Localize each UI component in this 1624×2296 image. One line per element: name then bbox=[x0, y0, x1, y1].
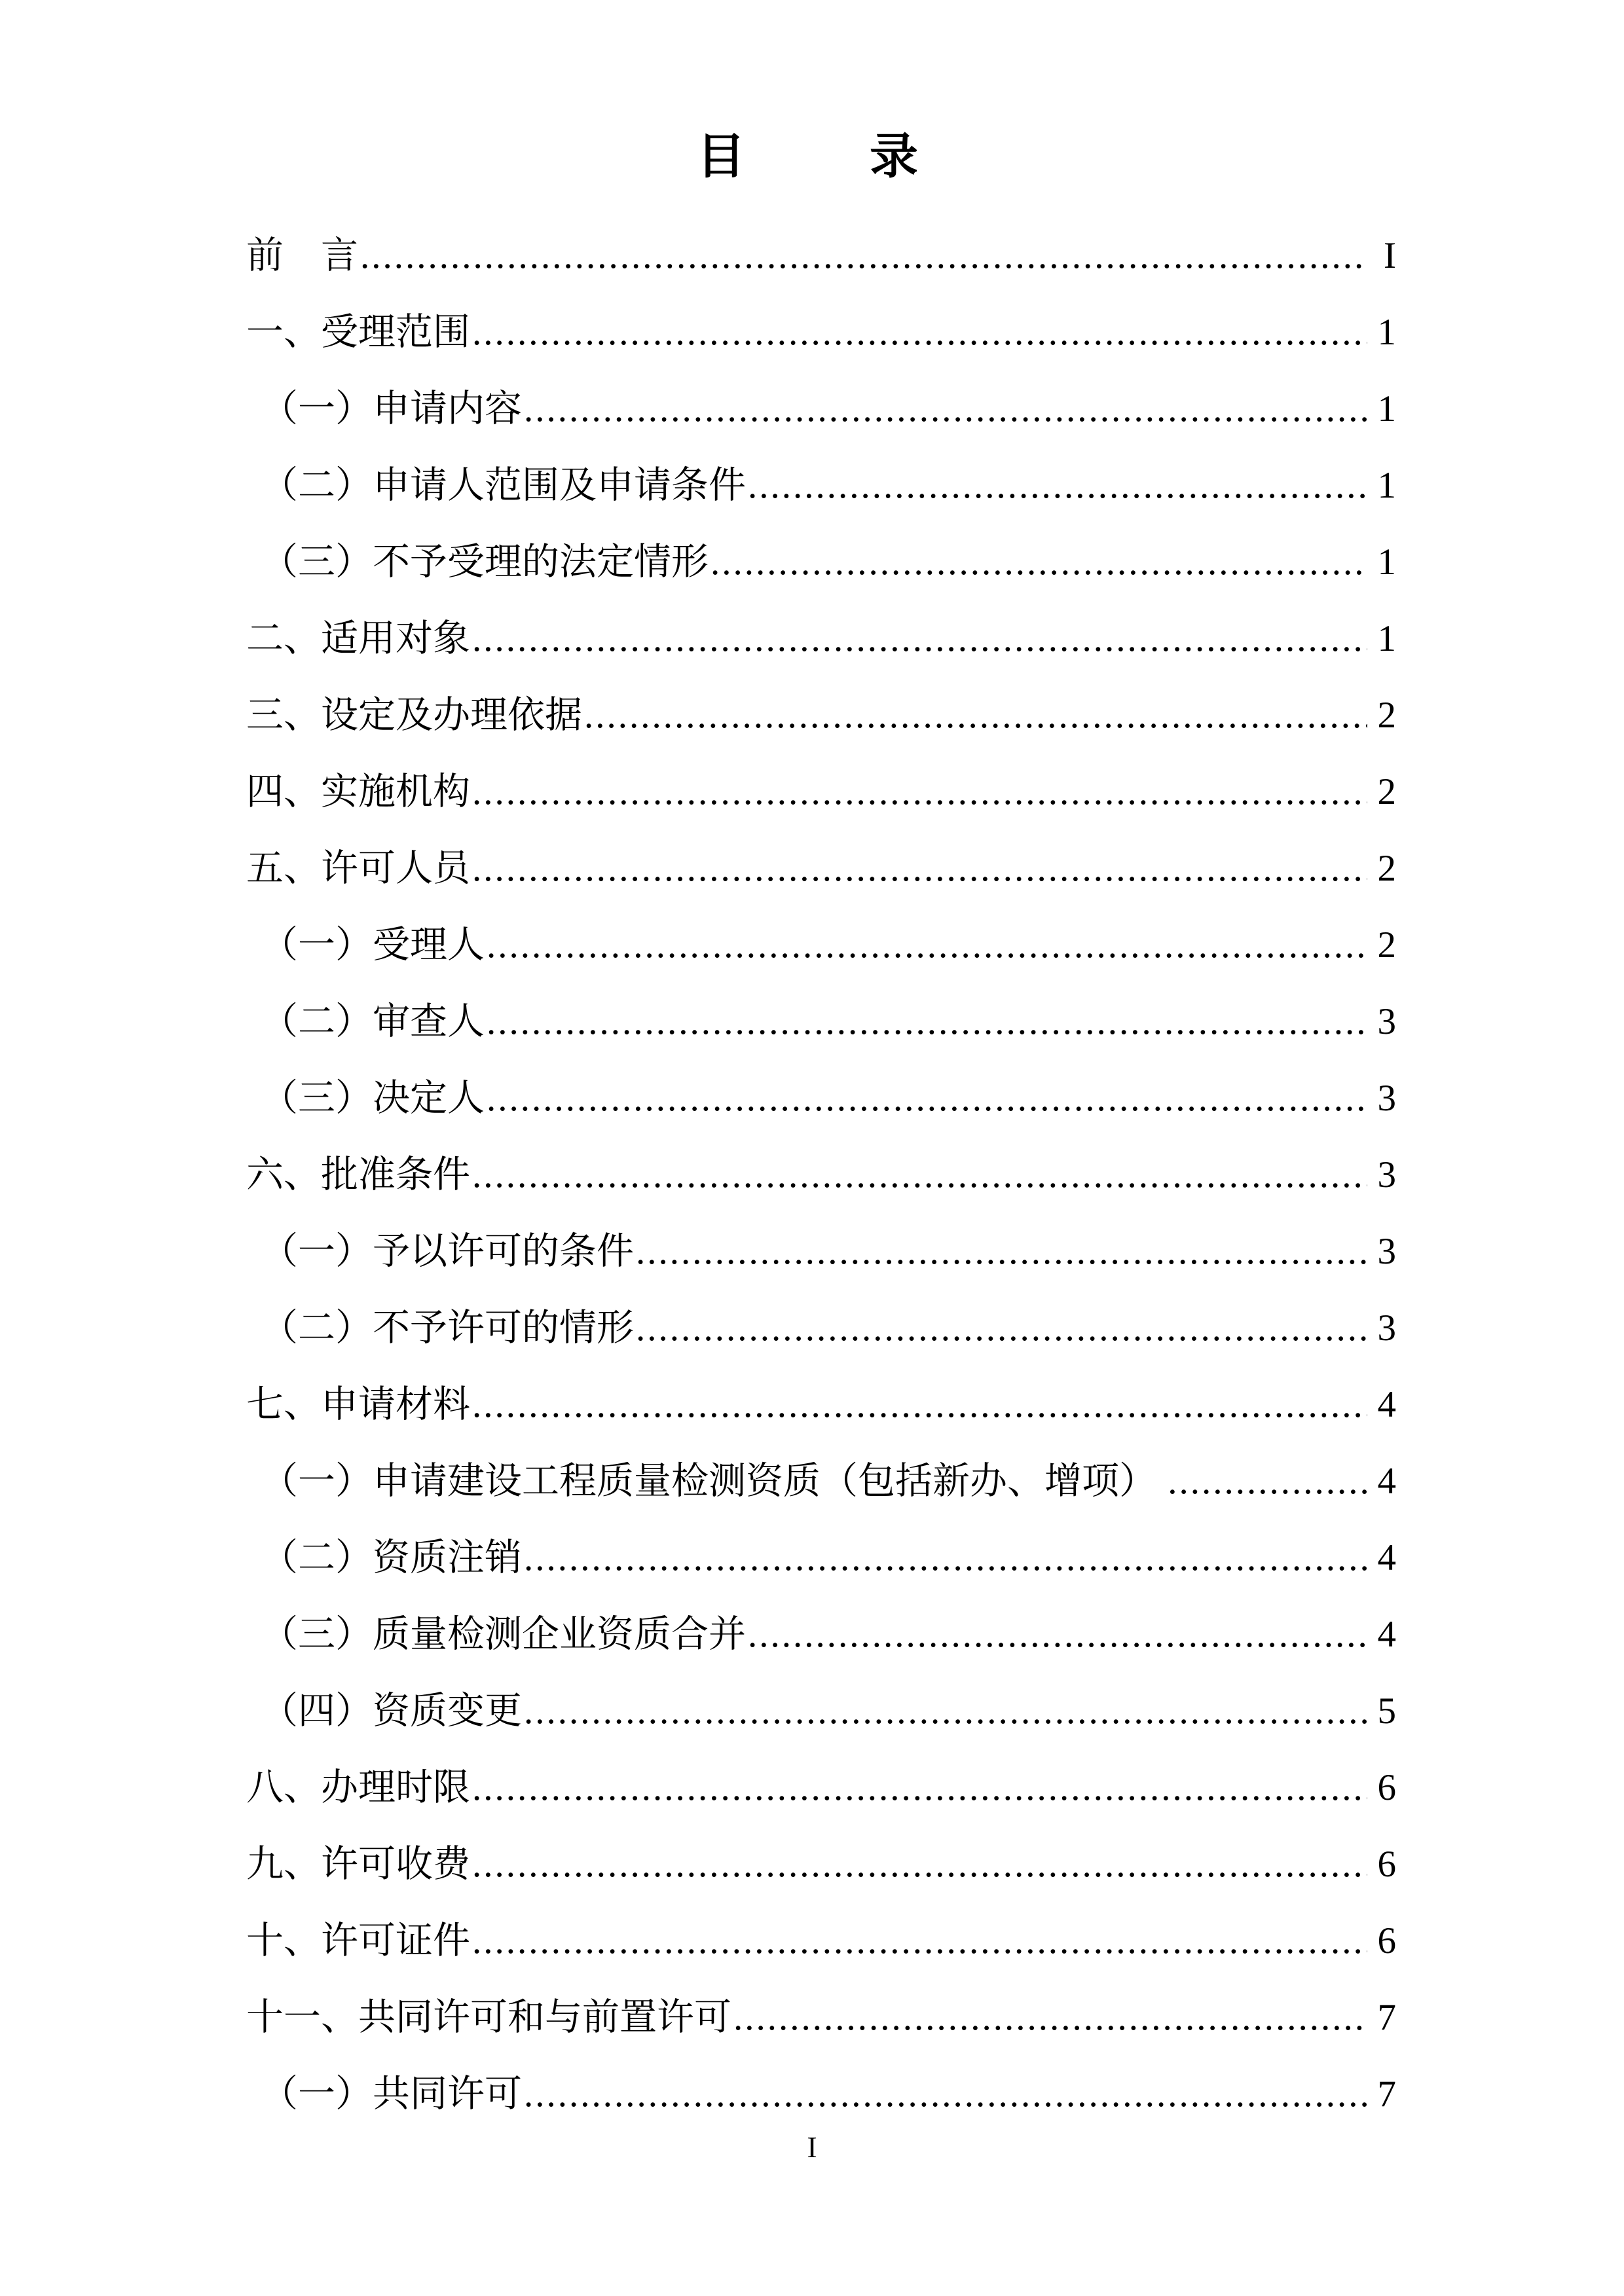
toc-entry-page-number: 7 bbox=[1377, 1997, 1396, 2038]
toc-entry-label: （二）申请人范围及申请条件 bbox=[261, 465, 746, 506]
toc-entry[interactable] bbox=[246, 1826, 1396, 1903]
toc-dot-leader bbox=[1168, 1443, 1367, 1520]
toc-entry[interactable] bbox=[246, 1903, 1396, 1979]
toc-entry-label: （一）予以许可的条件 bbox=[261, 1231, 634, 1272]
toc-entry[interactable] bbox=[246, 524, 1396, 600]
toc-dot-leader bbox=[472, 294, 1367, 371]
toc-dot-leader bbox=[524, 371, 1367, 447]
toc-entry-label: （三）质量检测企业资质合并 bbox=[261, 1614, 746, 1655]
toc-entry-page-number: 6 bbox=[1377, 1767, 1396, 1808]
toc-entry-page-number: 2 bbox=[1377, 924, 1396, 966]
toc-dot-leader bbox=[584, 677, 1367, 754]
toc-dot-leader bbox=[524, 2056, 1367, 2132]
toc-entry[interactable] bbox=[246, 677, 1396, 754]
toc-entry-label: 十一、共同许可和与前置许可 bbox=[246, 1997, 731, 2038]
toc-entry-page-number: 1 bbox=[1377, 618, 1396, 659]
toc-dot-leader bbox=[636, 1290, 1367, 1366]
toc-entry-page-number: 4 bbox=[1377, 1614, 1396, 1655]
toc-entry-page-number: 3 bbox=[1377, 1001, 1396, 1042]
toc-entry[interactable] bbox=[246, 983, 1396, 1060]
toc-entry-label: 六、批准条件 bbox=[246, 1154, 470, 1195]
toc-entry[interactable] bbox=[246, 907, 1396, 983]
toc-entry[interactable] bbox=[246, 447, 1396, 524]
toc-dot-leader bbox=[748, 1596, 1367, 1673]
toc-entry[interactable] bbox=[246, 600, 1396, 677]
toc-dot-leader bbox=[733, 1979, 1367, 2056]
toc-entry-label: （三）决定人 bbox=[261, 1078, 485, 1119]
toc-entry[interactable] bbox=[246, 1596, 1396, 1673]
page-title: 目 录 bbox=[697, 130, 927, 184]
toc-dot-leader bbox=[472, 1749, 1367, 1826]
toc-entry-page-number: 6 bbox=[1377, 1844, 1396, 1885]
toc-entry-label: 一、受理范围 bbox=[246, 312, 470, 353]
toc-entry-label: （一）受理人 bbox=[261, 924, 485, 966]
toc-entry[interactable] bbox=[246, 1060, 1396, 1137]
toc-dot-leader bbox=[636, 1213, 1367, 1290]
toc-entry-label: 九、许可收费 bbox=[246, 1844, 470, 1885]
toc-dot-leader bbox=[487, 1060, 1367, 1137]
toc-entry-page-number: 3 bbox=[1377, 1154, 1396, 1195]
toc-entry-label: （一）共同许可 bbox=[261, 2073, 522, 2115]
toc-entry-page-number: 7 bbox=[1377, 2073, 1396, 2115]
toc-entry-label: （四）资质变更 bbox=[261, 1690, 522, 1732]
toc-entry-page-number: I bbox=[1384, 235, 1396, 276]
toc-entry[interactable] bbox=[246, 1749, 1396, 1826]
toc-entry-label: （三）不予受理的法定情形 bbox=[261, 541, 709, 583]
toc-entry[interactable] bbox=[246, 2056, 1396, 2132]
toc-entry-page-number: 5 bbox=[1377, 1690, 1396, 1732]
toc-dot-leader bbox=[472, 1137, 1367, 1213]
toc-entry-label: 三、设定及办理依据 bbox=[246, 695, 582, 736]
toc-entry-page-number: 2 bbox=[1377, 695, 1396, 736]
toc-entry-page-number: 4 bbox=[1377, 1537, 1396, 1578]
toc-entry[interactable] bbox=[246, 830, 1396, 907]
toc-dot-leader bbox=[360, 217, 1367, 294]
toc-entry-page-number: 1 bbox=[1377, 312, 1396, 353]
toc-entry-label: （二）资质注销 bbox=[261, 1537, 522, 1578]
toc-entry[interactable] bbox=[246, 1137, 1396, 1213]
toc-dot-leader bbox=[710, 524, 1367, 600]
toc-entry-page-number: 6 bbox=[1377, 1920, 1396, 1961]
footer-page-number: I bbox=[807, 2130, 817, 2164]
toc-dot-leader bbox=[472, 600, 1367, 677]
toc-entry[interactable] bbox=[246, 1979, 1396, 2056]
toc-entry-label: 八、办理时限 bbox=[246, 1767, 470, 1808]
toc-dot-leader bbox=[472, 754, 1367, 830]
toc-entry-label: 前 言 bbox=[246, 235, 358, 276]
toc-entry[interactable] bbox=[246, 371, 1396, 447]
toc-list bbox=[246, 217, 1396, 2132]
toc-entry[interactable] bbox=[246, 217, 1396, 294]
toc-dot-leader bbox=[748, 447, 1367, 524]
toc-entry-label: 五、许可人员 bbox=[246, 848, 470, 889]
toc-entry[interactable] bbox=[246, 754, 1396, 830]
toc-entry[interactable] bbox=[246, 1673, 1396, 1749]
toc-entry-label: （一）申请内容 bbox=[261, 388, 522, 429]
toc-entry-page-number: 2 bbox=[1377, 771, 1396, 812]
toc-entry-page-number: 4 bbox=[1377, 1384, 1396, 1425]
toc-entry[interactable] bbox=[246, 1520, 1396, 1596]
toc-entry-page-number: 1 bbox=[1377, 388, 1396, 429]
toc-entry[interactable] bbox=[246, 1213, 1396, 1290]
toc-entry-label: （二）不予许可的情形 bbox=[261, 1307, 634, 1349]
toc-entry-label: 二、适用对象 bbox=[246, 618, 470, 659]
toc-dot-leader bbox=[472, 830, 1367, 907]
toc-dot-leader bbox=[487, 983, 1367, 1060]
toc-entry-page-number: 1 bbox=[1377, 465, 1396, 506]
toc-entry-label: （二）审查人 bbox=[261, 1001, 485, 1042]
toc-entry[interactable] bbox=[246, 294, 1396, 371]
toc-dot-leader bbox=[472, 1826, 1367, 1903]
toc-entry-label: 四、实施机构 bbox=[246, 771, 470, 812]
toc-dot-leader bbox=[524, 1520, 1367, 1596]
toc-dot-leader bbox=[524, 1673, 1367, 1749]
toc-entry-page-number: 1 bbox=[1377, 541, 1396, 583]
toc-entry-label: 七、申请材料 bbox=[246, 1384, 470, 1425]
toc-dot-leader bbox=[472, 1366, 1367, 1443]
toc-entry-label: （一）申请建设工程质量检测资质（包括新办、增项） bbox=[261, 1461, 1166, 1502]
toc-entry-page-number: 3 bbox=[1377, 1307, 1396, 1349]
toc-entry[interactable] bbox=[246, 1290, 1396, 1366]
toc-entry-page-number: 2 bbox=[1377, 848, 1396, 889]
toc-dot-leader bbox=[487, 907, 1367, 983]
toc-entry-label: 十、许可证件 bbox=[246, 1920, 470, 1961]
toc-entry-page-number: 3 bbox=[1377, 1231, 1396, 1272]
toc-entry-page-number: 4 bbox=[1377, 1461, 1396, 1502]
toc-dot-leader bbox=[472, 1903, 1367, 1979]
toc-entry[interactable] bbox=[246, 1443, 1396, 1520]
toc-entry-page-number: 3 bbox=[1377, 1078, 1396, 1119]
toc-entry[interactable] bbox=[246, 1366, 1396, 1443]
